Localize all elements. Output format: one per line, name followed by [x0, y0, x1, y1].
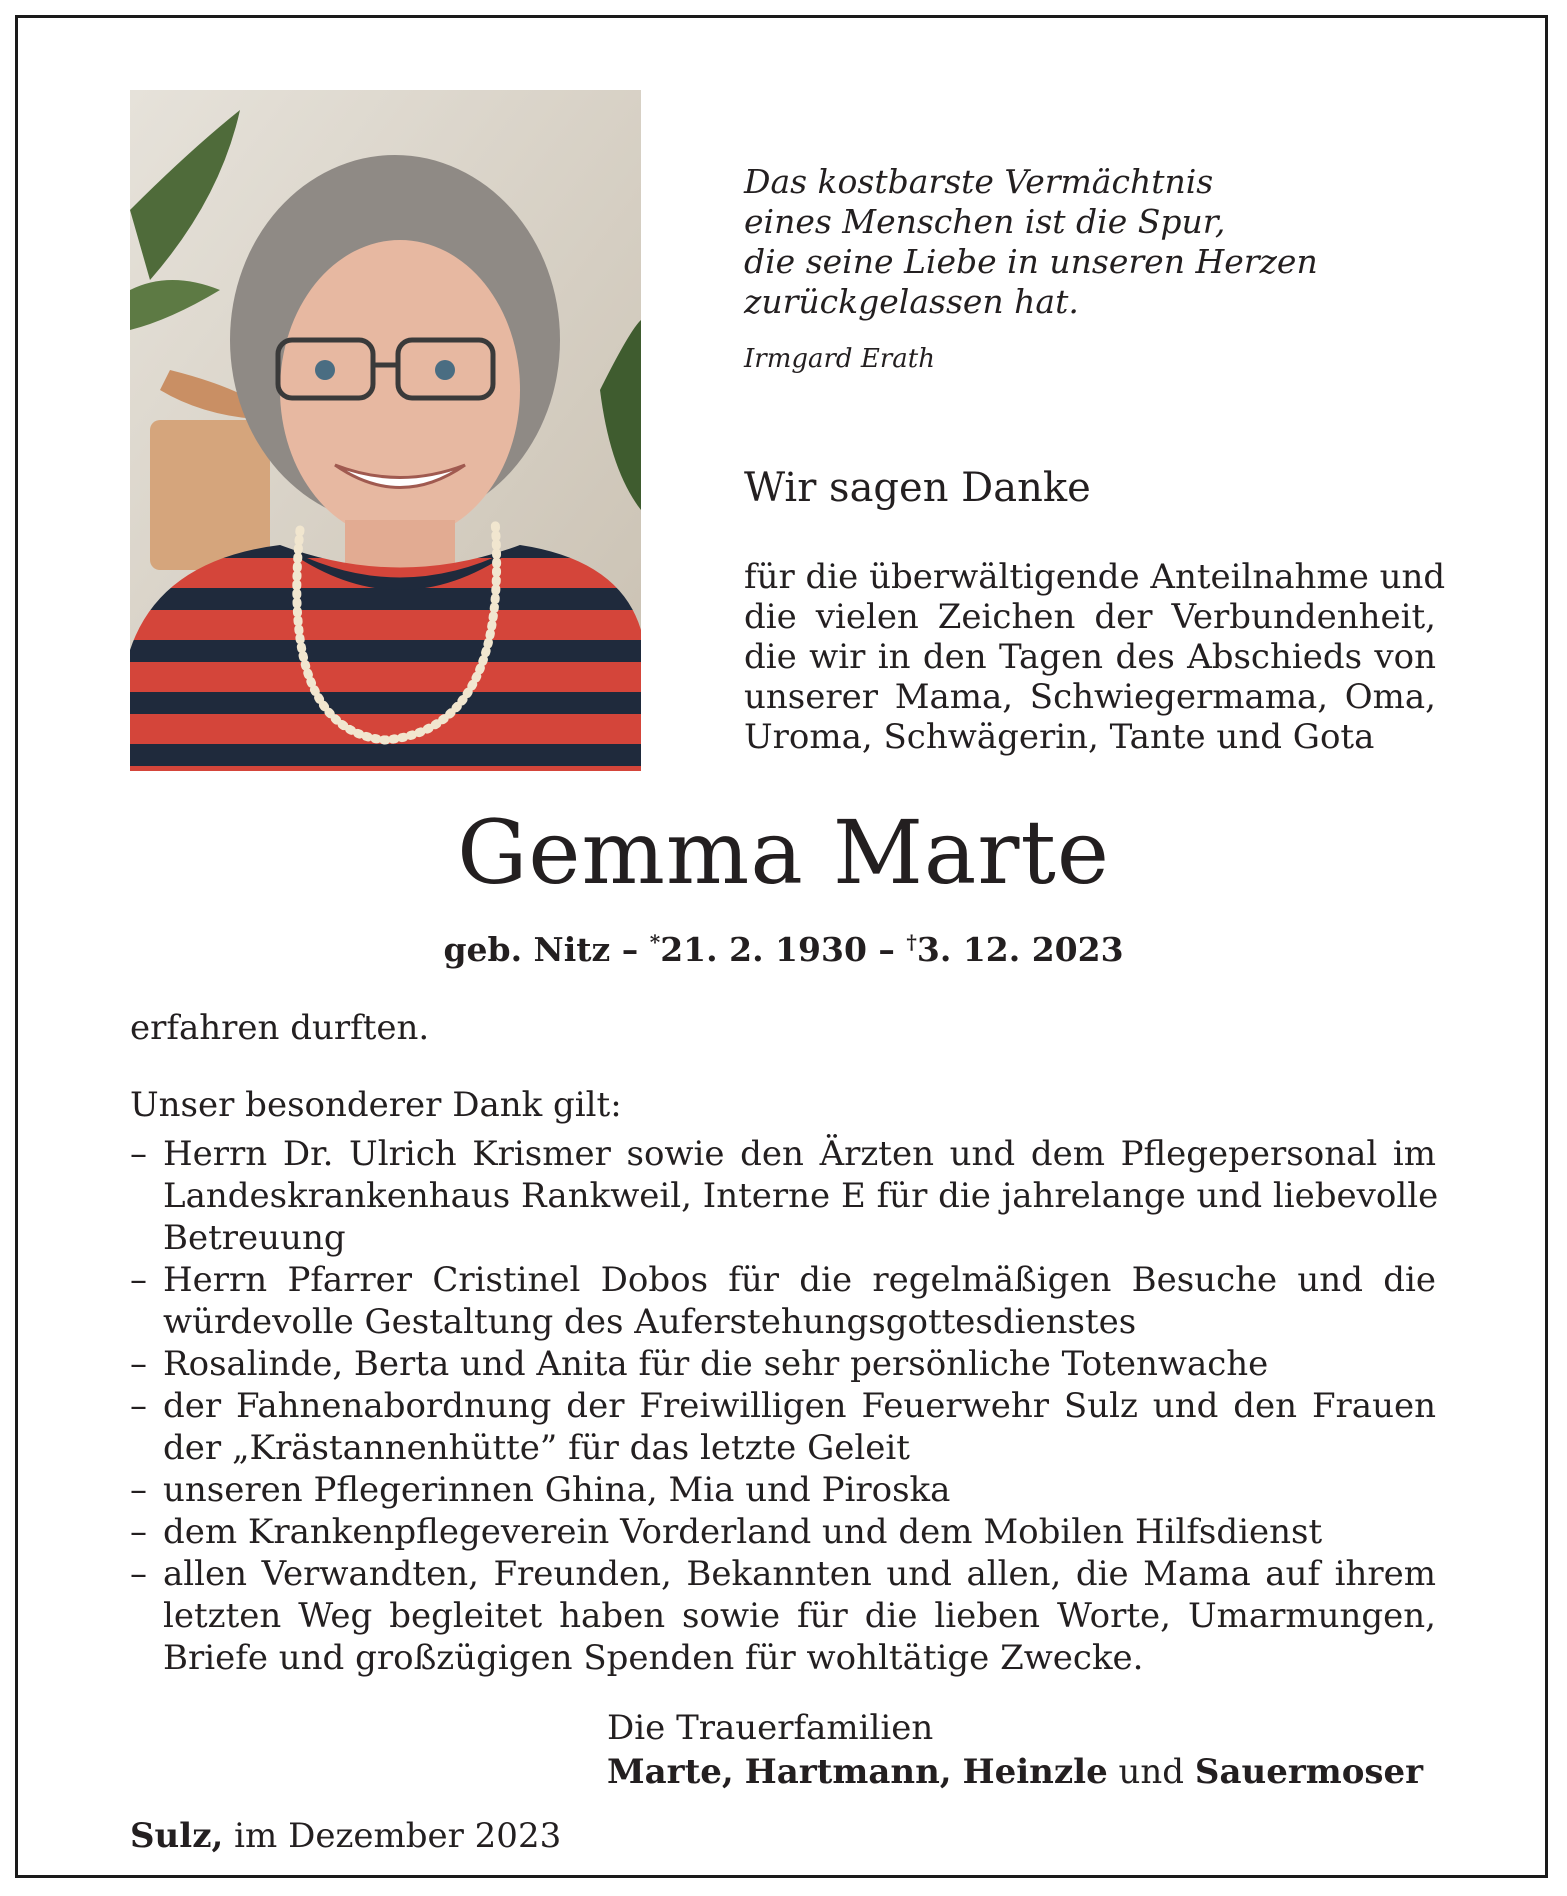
list-item-line: – Herrn Pfarrer Cristinel Dobos für die regelmäßigen Besuche und die: [163, 1260, 1436, 1300]
intro-line: unserer Mama, Schwiegermama, Oma,: [744, 677, 1436, 717]
family-name: Heinzle: [962, 1752, 1108, 1792]
list-item-line: – Rosalinde, Berta und Anita für die sehr persönliche Totenwache: [163, 1344, 1269, 1384]
list-item-line: – Herrn Dr. Ulrich Krismer sowie den Ärzten und dem Pflegepersonal im: [163, 1134, 1436, 1174]
special-thanks-heading: Unser besonderer Dank gilt:: [130, 1085, 622, 1125]
intro-paragraph: [744, 557, 1446, 757]
portrait-photo: [130, 90, 641, 771]
family-name: Sauermoser: [1194, 1752, 1424, 1792]
thanks-heading: Wir sagen Danke: [744, 465, 1091, 511]
life-dates: [0, 930, 1567, 969]
signature-families: [607, 1752, 1423, 1792]
list-item-line: würdevolle Gestaltung des Auferstehungsgottesdienstes: [163, 1302, 1137, 1342]
intro-line: die vielen Zeichen der Verbundenheit,: [744, 597, 1436, 637]
signature-label: Die Trauerfamilien: [607, 1708, 934, 1748]
list-item: [130, 1343, 1436, 1385]
family-name: Marte,: [607, 1752, 734, 1792]
list-item: [130, 1385, 1436, 1469]
family-name: Hartmann,: [744, 1752, 952, 1792]
death-symbol: †: [906, 930, 917, 954]
death-date: 3. 12. 2023: [916, 930, 1124, 969]
town: Sulz,: [130, 1816, 224, 1856]
list-item-line: Landeskrankenhaus Rankweil, Interne E für die jahrelange und liebevolle: [163, 1176, 1439, 1216]
separator: –: [878, 930, 895, 969]
list-item-line: – dem Krankenpflegeverein Vorderland und dem Mobilen Hilfsdienst: [163, 1512, 1323, 1552]
list-item-line: Betreuung: [163, 1218, 346, 1258]
list-item-line: – allen Verwandten, Freunden, Bekannten und allen, die Mama auf ihrem: [163, 1554, 1436, 1594]
thanks-list: [130, 1133, 1439, 1679]
place-date: [130, 1816, 561, 1856]
list-item: [130, 1553, 1436, 1679]
intro-line: die wir in den Tagen des Abschieds von: [744, 637, 1436, 677]
list-item: [130, 1133, 1439, 1259]
list-item-line: – der Fahnenabordnung der Freiwilligen Feuerwehr Sulz und den Frauen: [163, 1386, 1436, 1426]
list-item: [130, 1259, 1436, 1343]
quote-line: zurückgelassen hat.: [744, 282, 1079, 321]
list-item: [130, 1469, 1436, 1511]
intro-line: Uroma, Schwägerin, Tante und Gota: [744, 717, 1375, 757]
list-item-line: der „Krästannenhütte” für das letzte Geleit: [163, 1428, 910, 1468]
intro-line: für die überwältigende Anteilnahme und: [744, 557, 1446, 597]
deceased-name: Gemma Marte: [457, 801, 1110, 904]
quote-line: Das kostbarste Vermächtnis: [744, 162, 1214, 201]
separator: –: [621, 930, 639, 969]
list-item-line: letzten Weg begleitet haben sowie für die lieben Worte, Umarmungen,: [163, 1596, 1436, 1636]
birth-date: 21. 2. 1930: [660, 930, 867, 969]
memorial-quote: [744, 162, 1464, 322]
quote-line: die seine Liebe in unseren Herzen: [744, 242, 1318, 281]
date: im Dezember 2023: [234, 1816, 562, 1856]
portrait-illustration: [130, 90, 641, 771]
conjunction: und: [1118, 1752, 1185, 1792]
list-item: [130, 1511, 1436, 1553]
birth-symbol: *: [649, 930, 661, 954]
continuation-text: erfahren durften.: [130, 1008, 430, 1048]
birth-name: geb. Nitz: [443, 930, 611, 969]
list-item-line: Briefe und großzügigen Spenden für wohltätige Zwecke.: [163, 1638, 1144, 1678]
quote-line: eines Menschen ist die Spur,: [744, 202, 1226, 241]
quote-author: Irmgard Erath: [744, 344, 935, 374]
list-item-line: – unseren Pflegerinnen Ghina, Mia und Piroska: [163, 1470, 951, 1510]
